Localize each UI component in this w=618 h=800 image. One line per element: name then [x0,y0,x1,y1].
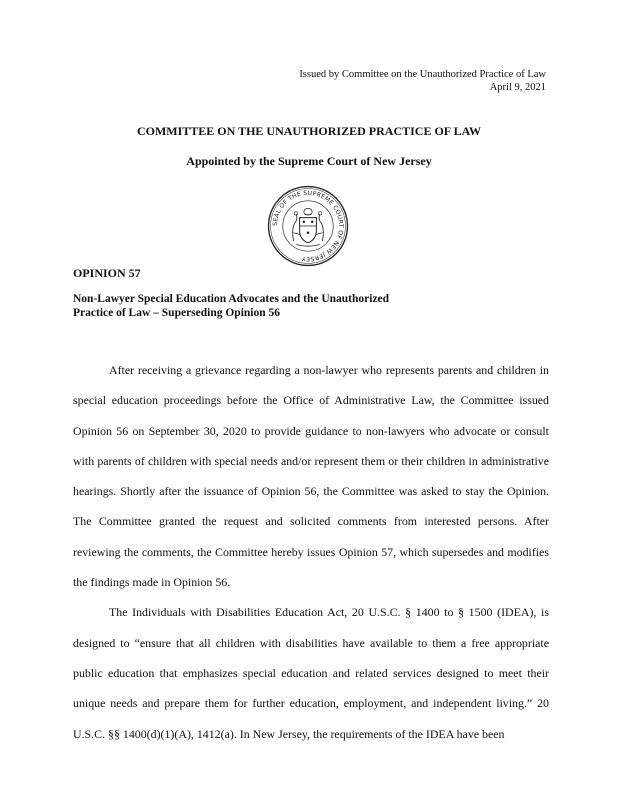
supreme-court-seal-icon [266,184,350,268]
opinion-subject: Non-Lawyer Special Education Advocates and the Unauthorized Practice of Law – Superseding Opinion 56 [73,293,390,319]
committee-subtitle: Appointed by the Supreme Court of New Jersey [186,154,432,168]
issued-by-line: Issued by Committee on the Unauthorized Practice of Law [299,69,546,80]
issued-date: April 9, 2021 [489,82,546,93]
body-paragraph: After receiving a grievance regarding a non-lawyer who represents parents and children in special education proceedings before the Office of Administrative Law, the Committee issued Opinion 56 on September 30, 2020 to provide guidance to non-lawyers who advocate or consult with parents of children with special needs and/or represent them or their children in administrative hearings. Shortly after the issuance of Opinion 56, the Committee was asked to stay the Opinion. The Committee granted the request and solicited comments from interested persons. After reviewing the comments, the Committee hereby issues Opinion 57, which supersedes and modifies the findings made in Opinion 56. [73,363,549,590]
seal-ring-text: SEAL OF THE SUPREME COURT OF NEW JERSEY [271,189,345,263]
issued-header [299,68,546,94]
opinion-number: OPINION 57 [73,266,141,280]
opinion-body [73,355,549,749]
committee-title: COMMITTEE ON THE UNAUTHORIZED PRACTICE OF LAW [136,124,482,138]
body-paragraph: The Individuals with Disabilities Education Act, 20 U.S.C. § 1400 to § 1500 (IDEA), is designed to “ensure that all children with disabilities have available to them a free appropriate public education that emphasizes special education and related services designed to meet their unique needs and prepare them for further education, employment, and independent living.” 20 U.S.C. §§ 1400(d)(1)(A), 1412(a). In New Jersey, the requirements of the IDEA have been [73,605,549,741]
